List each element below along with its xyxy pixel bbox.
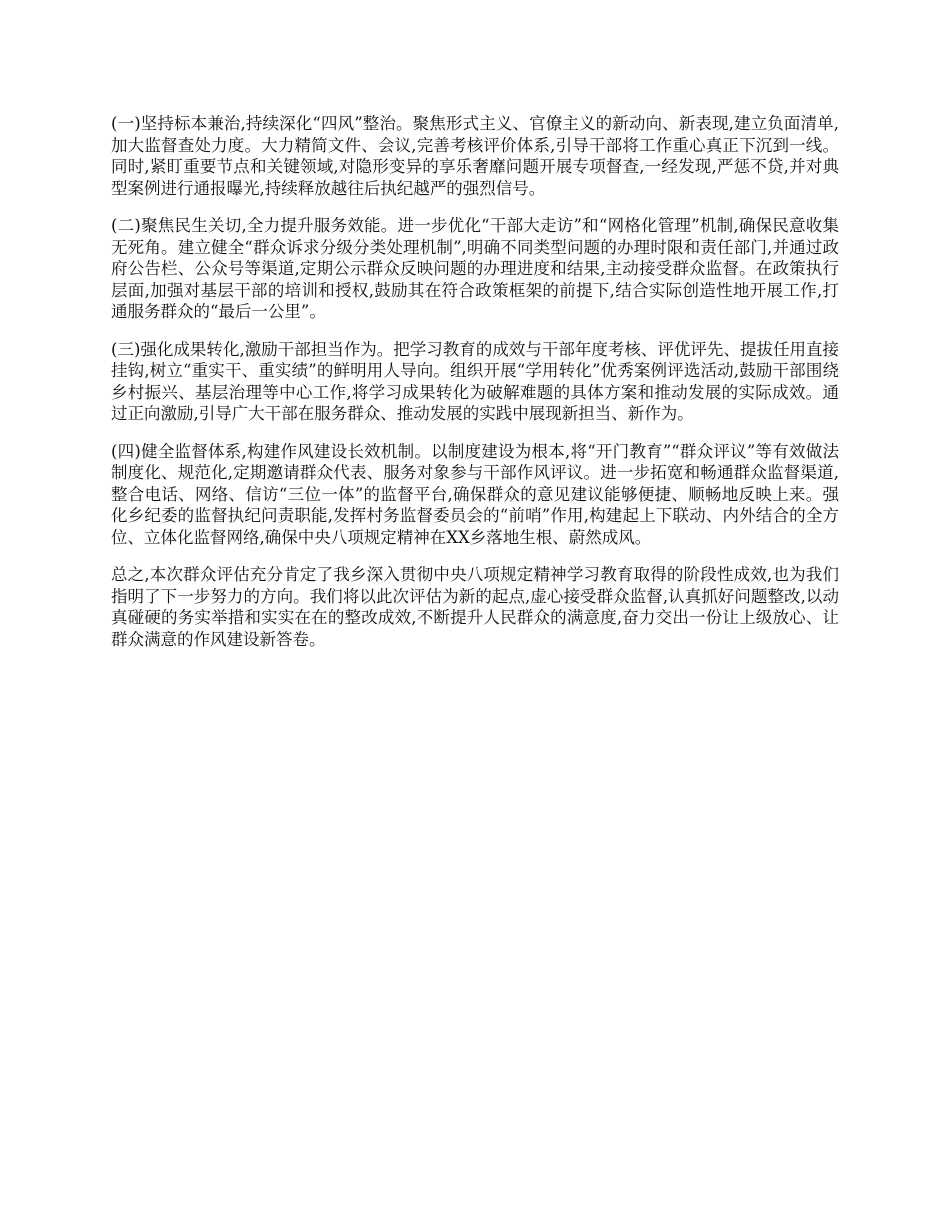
paragraph-5: 总之,本次群众评估充分肯定了我乡深入贯彻中央八项规定精神学习教育取得的阶段性成效,也为我们指明了下一步努力的方向。我们将以此次评估为新的起点,虚心接受群众监督,认真抓好问题整改,以动真碰硬的务实举措和实实在在的整改成效,不断提升人民群众的满意度,奋力交出一份让上级放心、让群众满意的作风建设新答卷。 [111, 565, 839, 649]
paragraph-2: (二)聚焦民生关切,全力提升服务效能。进一步优化“干部大走访”和“网格化管理”机制,确保民意收集无死角。建立健全“群众诉求分级分类处理机制”,明确不同类型问题的办理时限和责任部门,并通过政府公告栏、公众号等渠道,定期公示群众反映问题的办理进度和结果,主动接受群众监督。在政策执行层面,加强对基层干部的培训和授权,鼓励其在符合政策框架的前提下,结合实际创造性地开展工作,打通服务群众的“最后一公里”。 [111, 216, 839, 321]
document-body [111, 113, 839, 666]
paragraph-4: (四)健全监督体系,构建作风建设长效机制。以制度建设为根本,将“开门教育”“群众评议”等有效做法制度化、规范化,定期邀请群众代表、服务对象参与干部作风评议。进一步拓宽和畅通群众监督渠道,整合电话、网络、信访“三位一体”的监督平台,确保群众的意见建议能够便捷、顺畅地反映上来。强化乡纪委的监督执纪问责职能,发挥村务监督委员会的“前哨”作用,构建起上下联动、内外结合的全方位、立体化监督网络,确保中央八项规定精神在XX乡落地生根、蔚然成风。 [111, 441, 839, 547]
paragraph-1: (一)坚持标本兼治,持续深化“四风”整治。聚焦形式主义、官僚主义的新动向、新表现,建立负面清单,加大监督查处力度。大力精简文件、会议,完善考核评价体系,引导干部将工作重心真正下沉到一线。同时,紧盯重要节点和关键领域,对隐形变异的享乐奢靡问题开展专项督查,一经发现,严惩不贷,并对典型案例进行通报曝光,持续释放越往后执纪越严的强烈信号。 [111, 114, 839, 198]
paragraph-3: (三)强化成果转化,激励干部担当作为。把学习教育的成效与干部年度考核、评优评先、提拔任用直接挂钩,树立“重实干、重实绩”的鲜明用人导向。组织开展“学用转化”优秀案例评选活动,鼓励干部围绕乡村振兴、基层治理等中心工作,将学习成果转化为破解难题的具体方案和推动发展的实际成效。通过正向激励,引导广大干部在服务群众、推动发展的实践中展现新担当、新作为。 [111, 339, 839, 423]
